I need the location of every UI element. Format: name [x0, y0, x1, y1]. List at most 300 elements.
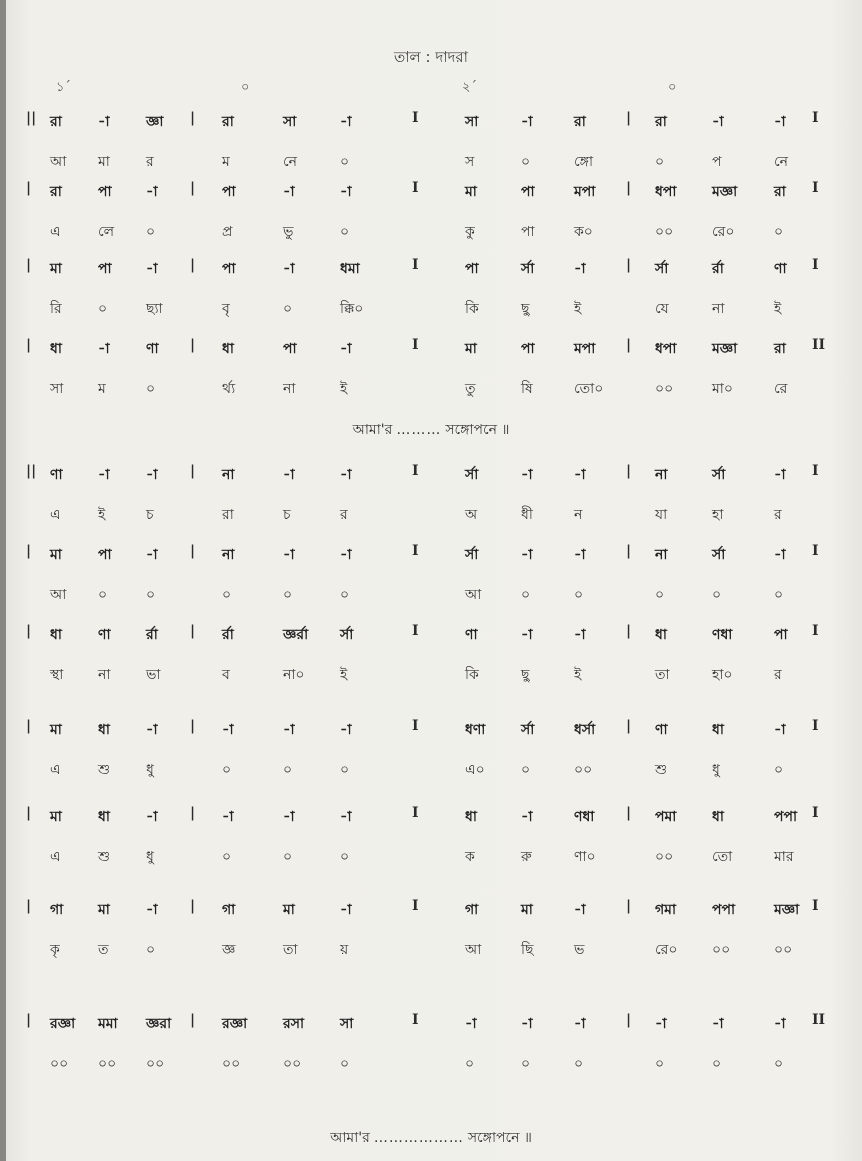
- swara-note: -া: [574, 261, 586, 277]
- swara-note: মা: [465, 341, 477, 357]
- lyric-syllable: ধু: [146, 762, 154, 778]
- lyric-row: [0, 150, 862, 178]
- beat-marker: ০: [668, 80, 677, 95]
- lyric-syllable: ০০: [50, 1056, 69, 1072]
- swara-note: ধপা: [655, 341, 677, 357]
- lyric-syllable: প: [712, 154, 722, 170]
- bar-line: |: [626, 1012, 632, 1028]
- lyric-syllable: ০: [146, 587, 156, 603]
- bar-line: |: [626, 110, 632, 126]
- lyric-syllable: তা: [655, 667, 670, 683]
- lyric-syllable: আ: [465, 587, 482, 603]
- swara-note: ধা: [655, 627, 667, 643]
- swara-note: মা: [98, 902, 110, 918]
- lyric-syllable: র: [774, 507, 782, 523]
- swara-note: পা: [465, 261, 479, 277]
- swara-note: -া: [712, 1016, 724, 1032]
- swara-note: -া: [574, 1016, 586, 1032]
- swara-note: রা: [50, 184, 62, 200]
- swara-note: -া: [146, 467, 158, 483]
- lyric-syllable: ০০: [146, 1056, 165, 1072]
- lyric-row: [0, 758, 862, 786]
- lyric-syllable: ০০: [574, 762, 593, 778]
- swara-note: পা: [98, 547, 112, 563]
- swara-note: ধণা: [465, 722, 486, 738]
- swara-note: মা: [521, 902, 533, 918]
- swara-note: -া: [340, 184, 352, 200]
- lyric-syllable: ন: [574, 507, 583, 523]
- lyric-syllable: মা: [98, 154, 110, 170]
- lyric-syllable: ০: [521, 154, 531, 170]
- swara-note: -া: [283, 261, 295, 277]
- lyric-row: [0, 297, 862, 325]
- lyric-syllable: ০: [340, 154, 350, 170]
- notation-line: [0, 463, 862, 543]
- lyric-syllable: তু: [465, 381, 476, 397]
- bar-line: I: [812, 623, 819, 639]
- swara-note: ধা: [712, 722, 724, 738]
- bar-line: I: [412, 718, 419, 734]
- lyric-syllable: ০: [222, 849, 232, 865]
- swara-note: মজ্ঞা: [774, 902, 800, 918]
- lyric-syllable: কু: [465, 224, 475, 240]
- bar-line: |: [26, 805, 32, 821]
- lyric-syllable: ০: [774, 587, 784, 603]
- swara-note: -া: [340, 467, 352, 483]
- bar-line: |: [190, 898, 196, 914]
- swara-note: ণা: [50, 467, 63, 483]
- lyric-syllable: ০: [774, 762, 784, 778]
- bar-line: II: [812, 1012, 826, 1028]
- bar-line: I: [812, 257, 819, 273]
- lyric-syllable: ক: [465, 849, 475, 865]
- lyric-syllable: ০০: [222, 1056, 241, 1072]
- swara-note: রা: [655, 114, 667, 130]
- lyric-syllable: স্থা: [50, 667, 64, 683]
- swara-note: -া: [574, 902, 586, 918]
- swara-note: -া: [146, 809, 158, 825]
- lyric-syllable: হা: [712, 507, 724, 523]
- notation-line: [0, 110, 862, 190]
- lyric-syllable: ০০: [98, 1056, 117, 1072]
- notation-line: [0, 718, 862, 798]
- swara-note: ণধা: [574, 809, 595, 825]
- swara-note: সা: [283, 114, 297, 130]
- tala-title: তাল : দাদরা: [393, 48, 469, 66]
- bar-line: |: [190, 718, 196, 734]
- swara-note: মজ্ঞা: [712, 341, 738, 357]
- swara-note: পা: [98, 184, 112, 200]
- beat-marker: ২´: [462, 80, 477, 95]
- lyric-syllable: কি: [465, 301, 479, 317]
- swara-row: [0, 180, 862, 208]
- lyric-syllable: র: [774, 667, 782, 683]
- lyric-syllable: ০: [98, 587, 108, 603]
- swara-note: জ্ঞর্রা: [283, 627, 309, 643]
- lyric-syllable: ০০: [655, 849, 674, 865]
- swara-note: -া: [283, 467, 295, 483]
- lyric-syllable: ই: [774, 301, 782, 317]
- bar-line: I: [412, 623, 419, 639]
- refrain-line: [0, 1126, 862, 1150]
- lyric-syllable: ০: [574, 1056, 584, 1072]
- swara-note: পা: [774, 627, 788, 643]
- swara-note: -া: [465, 1016, 477, 1032]
- swara-note: ধা: [50, 627, 62, 643]
- bar-line: |: [626, 180, 632, 196]
- lyric-syllable: নে: [774, 154, 789, 170]
- bar-line: I: [812, 463, 819, 479]
- bar-line: |: [26, 257, 32, 273]
- lyric-syllable: পা: [521, 224, 535, 240]
- lyric-syllable: চ: [146, 507, 154, 523]
- swara-note: মা: [50, 261, 62, 277]
- swara-note: -া: [574, 547, 586, 563]
- swara-note: -া: [340, 341, 352, 357]
- swara-note: ধা: [712, 809, 724, 825]
- swara-note: -া: [521, 467, 533, 483]
- lyric-syllable: ছু: [521, 667, 530, 683]
- lyric-syllable: ০: [774, 224, 784, 240]
- swara-note: -া: [340, 547, 352, 563]
- lyric-syllable: র্থ্য: [222, 381, 236, 397]
- bar-line: |: [190, 180, 196, 196]
- bar-line: |: [626, 543, 632, 559]
- swara-note: পা: [521, 184, 535, 200]
- lyric-row: [0, 663, 862, 691]
- swara-note: রজ্ঞা: [50, 1016, 76, 1032]
- swara-note: -া: [146, 547, 158, 563]
- lyric-syllable: ০০: [283, 1056, 302, 1072]
- swara-note: -া: [222, 722, 234, 738]
- swara-note: গা: [222, 902, 236, 918]
- swara-row: [0, 543, 862, 571]
- lyric-syllable: না: [283, 381, 296, 397]
- lyric-syllable: না: [98, 667, 111, 683]
- lyric-syllable: এ: [50, 224, 61, 240]
- swara-note: ণধা: [712, 627, 733, 643]
- swara-note: -া: [521, 547, 533, 563]
- lyric-syllable: ০: [340, 849, 350, 865]
- bar-line: I: [412, 898, 419, 914]
- swara-note: রা: [222, 114, 234, 130]
- beat-marker: ০: [241, 80, 250, 95]
- swara-note: -া: [774, 547, 786, 563]
- bar-line: I: [812, 718, 819, 734]
- beat-markers: [0, 78, 862, 98]
- swara-note: র্সা: [712, 467, 726, 483]
- swara-note: ণা: [98, 627, 111, 643]
- lyric-syllable: আ: [50, 587, 67, 603]
- swara-note: -া: [521, 114, 533, 130]
- swara-note: -া: [712, 114, 724, 130]
- lyric-syllable: ০: [146, 224, 156, 240]
- swara-note: সা: [340, 1016, 354, 1032]
- lyric-syllable: চ: [283, 507, 291, 523]
- lyric-syllable: শু: [655, 762, 668, 778]
- lyric-syllable: ০: [98, 301, 108, 317]
- lyric-syllable: ০: [655, 587, 665, 603]
- lyric-syllable: ০: [655, 1056, 665, 1072]
- lyric-syllable: সা: [50, 381, 64, 397]
- swara-note: র্সা: [465, 547, 479, 563]
- refrain-line: [0, 418, 862, 442]
- swara-note: -া: [283, 722, 295, 738]
- swara-note: ধমা: [340, 261, 360, 277]
- swara-note: গমা: [655, 902, 677, 918]
- lyric-syllable: ০: [521, 1056, 531, 1072]
- swara-note: মজ্ঞা: [712, 184, 738, 200]
- swara-note: পা: [222, 261, 236, 277]
- lyric-syllable: ঙ্গো: [574, 154, 594, 170]
- lyric-syllable: ০: [521, 762, 531, 778]
- bar-line: II: [812, 337, 826, 353]
- lyric-syllable: রা: [222, 507, 234, 523]
- swara-note: -া: [774, 114, 786, 130]
- bar-line: I: [412, 110, 419, 126]
- swara-note: র্সা: [521, 722, 535, 738]
- lyric-syllable: ছু: [521, 301, 530, 317]
- swara-row: [0, 805, 862, 833]
- swara-note: -া: [340, 902, 352, 918]
- swara-note: ণা: [774, 261, 787, 277]
- bar-line: I: [812, 180, 819, 196]
- lyric-syllable: ০: [340, 587, 350, 603]
- bar-line: |: [190, 463, 196, 479]
- bar-line: |: [190, 257, 196, 273]
- swara-note: -া: [574, 627, 586, 643]
- bar-line: |: [26, 337, 32, 353]
- bar-line: I: [412, 543, 419, 559]
- refrain-word: আমা'র: [352, 422, 393, 438]
- lyric-syllable: ০: [222, 587, 232, 603]
- swara-note: পা: [222, 184, 236, 200]
- lyric-row: [0, 377, 862, 405]
- lyric-syllable: ধু: [712, 762, 720, 778]
- lyric-syllable: না০: [283, 667, 305, 683]
- swara-note: র্সা: [712, 547, 726, 563]
- lyric-syllable: হা০: [712, 667, 733, 683]
- lyric-syllable: ০: [340, 1056, 350, 1072]
- swara-row: [0, 257, 862, 285]
- lyric-syllable: এ: [50, 849, 61, 865]
- swara-note: -া: [98, 114, 110, 130]
- lyric-syllable: মা০: [712, 381, 733, 397]
- swara-note: পা: [521, 341, 535, 357]
- lyric-syllable: ০: [283, 301, 293, 317]
- bar-line: I: [812, 110, 819, 126]
- notation-line: [0, 543, 862, 623]
- swara-note: পমা: [655, 809, 677, 825]
- swara-note: রা: [774, 341, 786, 357]
- lyric-syllable: ০০: [774, 942, 793, 958]
- bar-line: |: [190, 1012, 196, 1028]
- swara-note: র্রা: [222, 627, 234, 643]
- lyric-row: [0, 583, 862, 611]
- lyric-syllable: ০০: [655, 381, 674, 397]
- swara-note: -া: [774, 722, 786, 738]
- bar-line: |: [26, 898, 32, 914]
- lyric-syllable: মার: [774, 849, 794, 865]
- swara-note: ণা: [465, 627, 478, 643]
- refrain-word: সঙ্গোপনে ॥: [467, 1130, 532, 1146]
- lyric-syllable: ভা: [146, 667, 161, 683]
- lyric-syllable: স: [465, 154, 475, 170]
- swara-note: গা: [50, 902, 64, 918]
- swara-row: [0, 110, 862, 138]
- bar-line: I: [412, 337, 419, 353]
- bar-line: |: [626, 257, 632, 273]
- lyric-syllable: লে: [98, 224, 115, 240]
- lyric-syllable: ০: [655, 154, 665, 170]
- swara-note: -া: [146, 722, 158, 738]
- swara-note: মা: [50, 722, 62, 738]
- lyric-syllable: ব: [222, 667, 230, 683]
- lyric-syllable: রে০: [712, 224, 735, 240]
- lyric-syllable: ভু: [283, 224, 294, 240]
- swara-row: [0, 1012, 862, 1040]
- lyric-syllable: ০: [340, 224, 350, 240]
- swara-note: গা: [465, 902, 479, 918]
- swara-note: -া: [340, 114, 352, 130]
- swara-note: র্রা: [146, 627, 158, 643]
- bar-line: |: [626, 718, 632, 734]
- swara-note: ধপা: [655, 184, 677, 200]
- swara-note: র্রা: [712, 261, 724, 277]
- lyric-syllable: ০: [146, 942, 156, 958]
- swara-row: [0, 623, 862, 651]
- lyric-syllable: ০: [465, 1056, 475, 1072]
- lyric-syllable: ই: [340, 381, 348, 397]
- lyric-syllable: ০: [283, 762, 293, 778]
- notation-line: [0, 257, 862, 337]
- swara-note: মা: [465, 184, 477, 200]
- bar-line: I: [812, 898, 819, 914]
- swara-note: ণা: [146, 341, 159, 357]
- bar-line: |: [626, 805, 632, 821]
- lyric-syllable: ০: [283, 587, 293, 603]
- lyric-syllable: ই: [574, 301, 582, 317]
- lyric-syllable: রে০: [655, 942, 678, 958]
- swara-note: -া: [521, 627, 533, 643]
- lyric-syllable: র: [146, 154, 154, 170]
- lyric-row: [0, 845, 862, 873]
- notation-line: [0, 180, 862, 260]
- swara-note: রসা: [283, 1016, 305, 1032]
- lyric-syllable: কি: [465, 667, 479, 683]
- notation-line: [0, 1012, 862, 1092]
- lyric-syllable: যা: [655, 507, 668, 523]
- lyric-syllable: ম: [98, 381, 106, 397]
- swara-note: রা: [774, 184, 786, 200]
- lyric-syllable: না: [712, 301, 725, 317]
- swara-note: সা: [465, 114, 479, 130]
- swara-note: রা: [574, 114, 586, 130]
- lyric-syllable: অ: [465, 507, 478, 523]
- notation-line: [0, 898, 862, 978]
- swara-note: -া: [774, 467, 786, 483]
- swara-note: রজ্ঞা: [222, 1016, 248, 1032]
- lyric-row: [0, 503, 862, 531]
- lyric-syllable: আ: [465, 942, 482, 958]
- lyric-syllable: ০০: [712, 942, 731, 958]
- lyric-syllable: ই: [340, 667, 348, 683]
- swara-note: র্সা: [521, 261, 535, 277]
- bar-line: |: [190, 805, 196, 821]
- swara-note: -া: [98, 467, 110, 483]
- lyric-syllable: ণা০: [574, 849, 596, 865]
- swara-note: ধা: [50, 341, 62, 357]
- lyric-syllable: ০: [774, 1056, 784, 1072]
- lyric-syllable: ০: [340, 762, 350, 778]
- lyric-syllable: ক০: [574, 224, 593, 240]
- swara-note: র্সা: [465, 467, 479, 483]
- swara-note: -া: [521, 1016, 533, 1032]
- bar-line: |: [26, 623, 32, 639]
- lyric-syllable: ত: [98, 942, 109, 958]
- lyric-syllable: রি: [50, 301, 62, 317]
- bar-line: |: [190, 623, 196, 639]
- lyric-syllable: য়: [340, 942, 349, 958]
- swara-note: না: [655, 467, 668, 483]
- swara-note: -া: [283, 547, 295, 563]
- swara-note: -া: [774, 1016, 786, 1032]
- swara-note: মা: [283, 902, 295, 918]
- lyric-syllable: ছ্যা: [146, 301, 163, 317]
- bar-line: |: [26, 180, 32, 196]
- bar-line: I: [412, 463, 419, 479]
- lyric-syllable: এ: [50, 762, 61, 778]
- swara-note: পপা: [712, 902, 736, 918]
- lyric-syllable: ০: [712, 1056, 722, 1072]
- lyric-row: [0, 220, 862, 248]
- lyric-syllable: এ: [50, 507, 61, 523]
- lyric-syllable: ষি: [521, 381, 533, 397]
- lyric-syllable: ভ: [574, 942, 585, 958]
- lyric-syllable: ০: [222, 762, 232, 778]
- swara-row: [0, 718, 862, 746]
- swara-note: ধর্সা: [574, 722, 596, 738]
- swara-note: র্সা: [340, 627, 354, 643]
- swara-note: পা: [98, 261, 112, 277]
- notation-line: [0, 623, 862, 703]
- swara-note: পা: [283, 341, 297, 357]
- bar-line: |: [26, 1012, 32, 1028]
- swara-note: ধা: [98, 809, 110, 825]
- swara-row: [0, 337, 862, 365]
- lyric-syllable: র: [340, 507, 348, 523]
- swara-note: র্সা: [655, 261, 669, 277]
- swara-note: -া: [146, 261, 158, 277]
- swara-note: -া: [574, 467, 586, 483]
- lyric-syllable: ই: [98, 507, 106, 523]
- lyric-syllable: তো: [712, 849, 733, 865]
- lyric-syllable: ০: [574, 587, 584, 603]
- lyric-syllable: ক্কি০: [340, 301, 364, 317]
- bar-line: |: [626, 337, 632, 353]
- lyric-syllable: শু: [98, 762, 111, 778]
- swara-note: -া: [146, 184, 158, 200]
- swara-note: ধা: [98, 722, 110, 738]
- lyric-row: [0, 938, 862, 966]
- refrain-word: সঙ্গোপনে ॥: [445, 422, 510, 438]
- bar-line: |: [190, 543, 196, 559]
- lyric-syllable: ম: [222, 154, 230, 170]
- lyric-syllable: নে: [283, 154, 298, 170]
- swara-note: মপা: [574, 341, 596, 357]
- swara-note: জ্ঞা: [146, 114, 164, 130]
- lyric-syllable: ০০: [655, 224, 674, 240]
